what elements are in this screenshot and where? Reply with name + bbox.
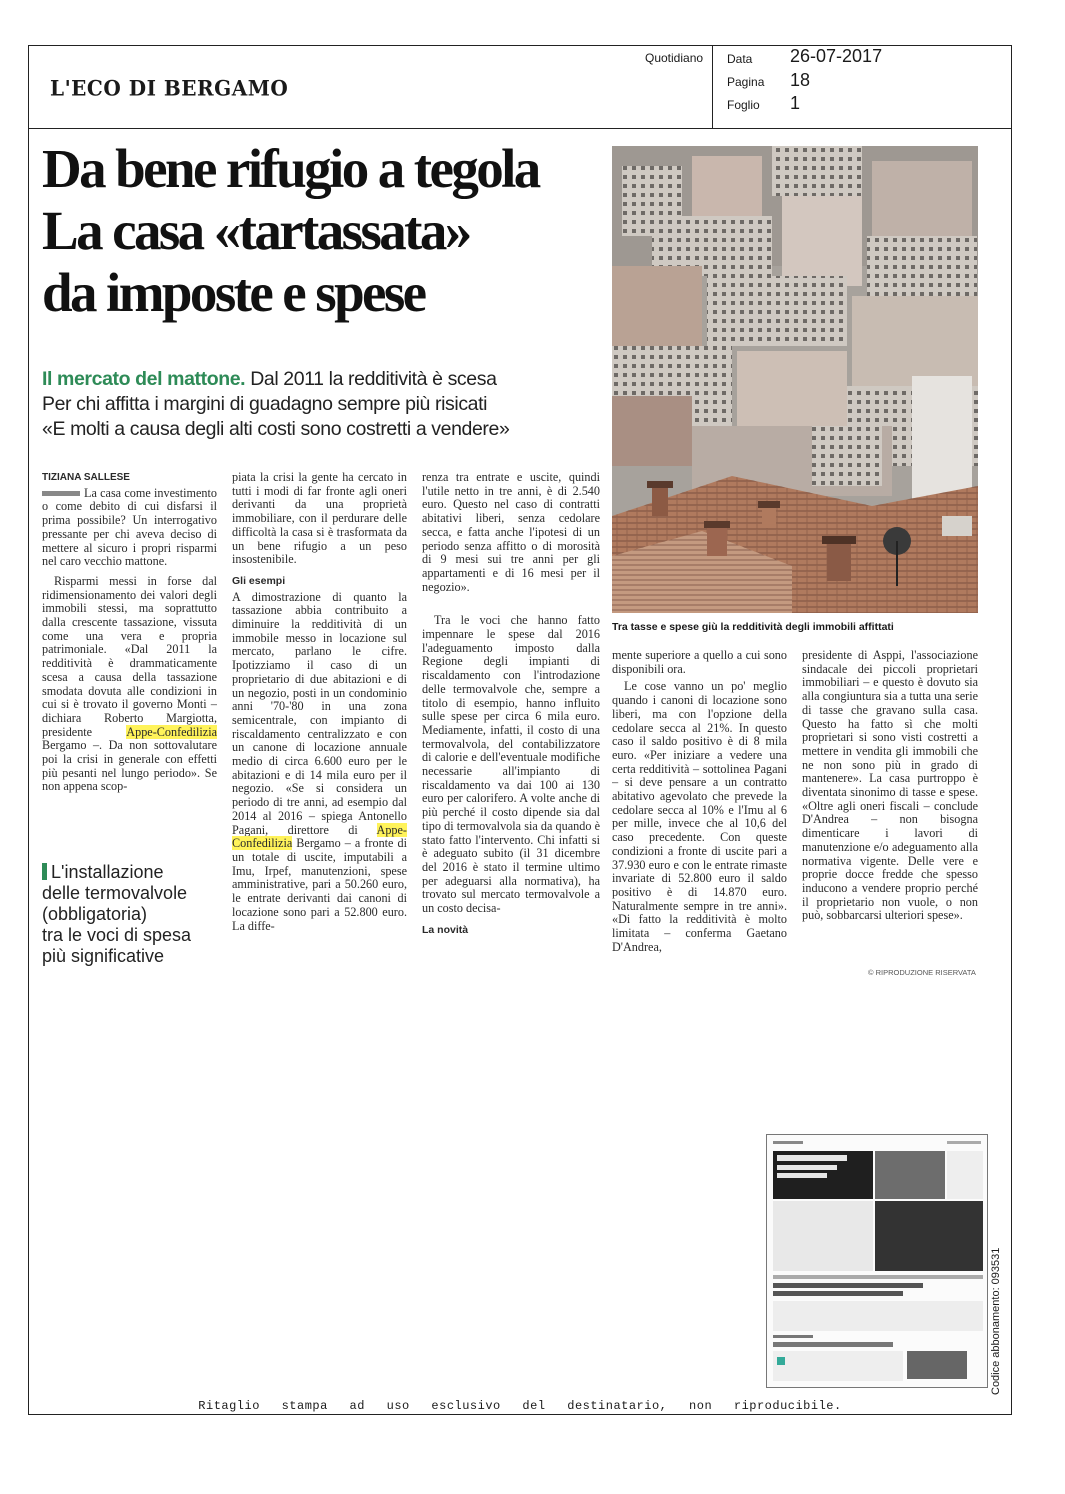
col5-p1: presidente di Asppi, l'associazione sindacale dei piccoli proprietari immobiliari – e questo è dovuto sia alla congiuntura sia a tutta una serie di tasse che gravano sulla casa. Questo ha fatto sì che molti proprietari si sono visti costretti a mettere in vendita gli immobili che ne non sono più in grado di mantenere». La casa purtroppo è diventata sinonimo di tasse e spese. «Oltre agli oneri fiscali – conclude D'Andrea – non bisogna dimenticare i lavori di manutenzione e/o adeguamento alla normativa vigente. Delle vere e proprie docce fredde che spesso inducono a vendere proprio perché il proprietario non vuole, o non può, sobbarcarsi ulteriori spese». xyxy=(802,649,978,923)
page-value: 18 xyxy=(790,70,811,90)
city-rooftops-photo xyxy=(612,146,978,613)
pullquote-bar xyxy=(42,863,47,880)
date-value: 26-07-2017 xyxy=(790,46,883,66)
byline: TIZIANA SALLESE xyxy=(42,472,130,483)
pullquote-line: delle termovalvole xyxy=(42,883,188,903)
masthead: L'ECO DI BERGAMO xyxy=(50,75,289,101)
org-highlight: Appe-Confedilizia xyxy=(126,724,217,739)
col1-p2a: Risparmi messi in forse dal ridimensionamento dei valori degli immobili stessi, ma soprattutto dalla crescente tassazione, vissuta come una vera e propria patrimoniale. «Dal 2011 la redditività è drammaticamente scesa a causa della tassazione smodata dovuta alle condizioni in cui si è trovato il governo Monti – dichiara Roberto Margiotta, presidente xyxy=(42,573,217,739)
column-5 xyxy=(802,649,978,964)
page-thumbnail xyxy=(766,1134,988,1388)
pullquote-line: (obbligatoria) xyxy=(42,904,148,924)
section-heading: Gli esempi xyxy=(232,574,286,587)
sub-line: Dal 2011 la redditività è scesa xyxy=(250,368,497,390)
headline-line: La casa «tartassata» xyxy=(42,200,470,261)
column-4 xyxy=(612,649,787,979)
column-1 xyxy=(42,471,217,851)
lead-rule xyxy=(42,491,80,496)
clipping-notice xyxy=(28,1399,1012,1413)
col3-p1: renza tra entrate e uscite, quindi l'utile netto in tre anni, è di 2.540 euro. Questo nel caso di contratti abitativi liberi, senza cedolare secca, e fatta anche l'ipotesi di un periodo senza affitto o di morosità di 9 mesi sui tre anni per gli appartamenti e di 16 mesi per il negozio». xyxy=(422,471,600,594)
photo-caption: Tra tasse e spese giù la redditività degli immobili affittati xyxy=(612,621,894,633)
clipping-notice-text: Ritaglio stampa ad uso esclusivo del destinatario, non riproducibile. xyxy=(198,1399,842,1413)
col3-p2: Tra le voci che hanno fatto impennare le spese dal 2016 l'adeguamento imposto dalla Regione degli impianti di riscaldamento con l'introdazione delle termovalvole che, sempre a titolo di esempio, hanno influito sulle spese per circa 6 mila euro. Mediamente, infatti, il costo di una termovalvola, del contabilizzatore di calorie e dell'eventuale modifiche necessarie all'impianto di riscaldamento va dai 100 ai 130 euro per calorifero. A volte anche di più perché il costo dipende sia dal tipo di termovalvola sia da quando è stato fatto l'intervento. Chi infatti si è adeguato subito (il 31 dicembre del 2016 è stato il termine ultimo per adeguarsi alla normativa), ha trovato sul mercato termovalvole a un costo decisa- xyxy=(422,613,600,916)
col4-p1: mente superiore a quello a cui sono disponibili ora. xyxy=(612,649,787,676)
rights-notice: © RIPRODUZIONE RISERVATA xyxy=(868,968,976,977)
col2-p1: piata la crisi la gente ha cercato in tutti i modi di far fronte agli oneri derivanti da una proprietà immobiliare, con il perdurare delle difficoltà la casa si è trasformata da un bene rifugio a un peso insostenibile. xyxy=(232,471,407,567)
sub-line: Per chi affitta i margini di guadagno sempre più risicati xyxy=(42,393,488,415)
pullquote xyxy=(42,862,217,967)
col1-p2b: Bergamo –. Da non sottovalutare poi la crisi in generale con effetti più pesanti nel lungo periodo». Se non appena scop- xyxy=(42,738,217,794)
headline-line: Da bene rifugio a tegola xyxy=(42,138,539,199)
headline-line: da imposte e spese xyxy=(42,262,425,323)
column-2 xyxy=(232,471,407,981)
page-label: Pagina xyxy=(727,75,765,89)
column-3 xyxy=(422,471,600,981)
sheet-label: Foglio xyxy=(727,98,760,112)
sub-line: «E molti a causa degli alti costi sono costretti a vendere» xyxy=(42,418,510,440)
section-heading: La novità xyxy=(422,923,469,936)
headline xyxy=(42,138,612,324)
subheadline xyxy=(42,367,602,442)
pullquote-line: più significative xyxy=(42,946,165,966)
sub-kicker: Il mercato del mattone. xyxy=(42,368,246,390)
pullquote-line: L'installazione xyxy=(51,862,164,882)
col2-p2a: A dimostrazione di quanto la tassazione abbia contribuito a diminuire la redditività di un immobile messo in locazione sul mercato, parlano le cifre. Ipotizziamo il caso di un proprietario di due abitazioni e di un negozio, posti in un condominio anni '70-'80 in una zona semicentrale, con impianto di riscaldamento centralizzato e con un canone di locazione annuale medio di circa 6.600 euro per le abitazioni e di 14 mila euro per il negozio. «Se si considera un periodo di tre anni, ad esempio dal 2014 al 2016 – spiega Antonello Pagani, direttore di xyxy=(232,589,407,837)
sheet-value: 1 xyxy=(790,93,801,113)
col1-p1: La casa come investimento o come debito di cui disfarsi il prima possibile? Un interrogativo pressante per chi aveva deciso di mettere al sicuro i propri risparmi nel caro vecchio mattone. xyxy=(42,485,217,569)
subscription-code: Codice abbonamento: 093531 xyxy=(990,1247,1002,1395)
pullquote-line: tra le voci di spesa xyxy=(42,925,192,945)
publication-type: Quotidiano xyxy=(645,51,704,65)
org-highlight: Appe-Confedilizia xyxy=(232,822,407,851)
col2-p2b: Bergamo – a fronte di un totale di uscite, imputabili a Imu, Irpef, manutenzioni, spese amministrative, pari a 50.260 euro, le entrate derivanti dai canoni di locazione sono pari a 52.800 euro. La diffe- xyxy=(232,836,407,933)
col4-p2: Le cose vanno un po' meglio quando i canoni di locazione sono liberi, ma con l'opzione della cedolare secca al 21%. In questo caso il saldo positivo è di 8 mila euro. «Per iniziare a vedere una certa redditività – sottolinea Pagani – si deve pensare a un contratto abitativo agevolato che prevede la cedolare secca al 10% e l'Imu al 6 per mille, invece che al 10,6 del caso precedente. Con queste condizioni a fronte di uscite pari a 37.930 euro e con le entrate rimaste invariate di 52.800 euro il saldo positivo è di 14.870 euro. Naturalmente sempre in tre anni». «Di fatto la redditività è molto limitata – conferma Gaetano D'Andrea, xyxy=(612,679,787,954)
date-label: Data xyxy=(727,52,753,66)
